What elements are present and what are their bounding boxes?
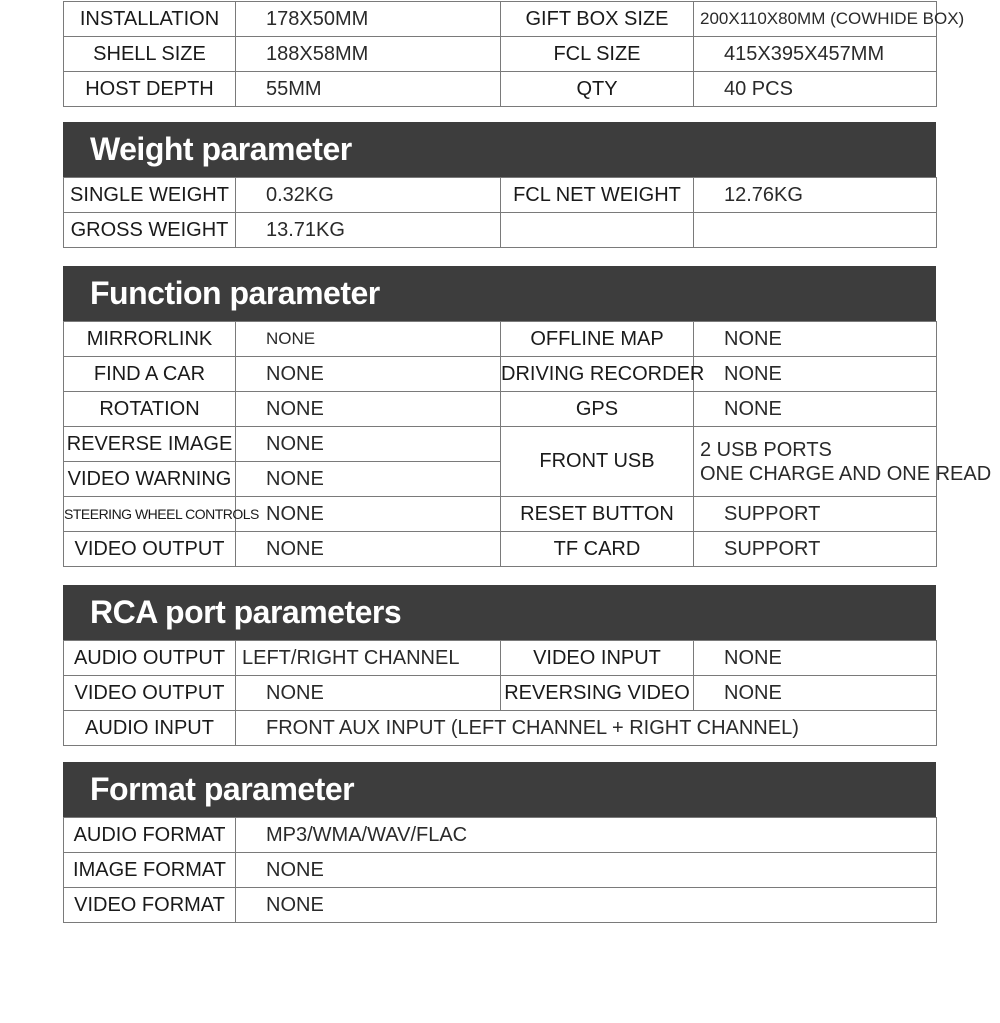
table-row bbox=[64, 427, 937, 462]
front-usb-value-line2: ONE CHARGE AND ONE READ bbox=[700, 462, 992, 485]
single-weight-value: 0.32KG bbox=[236, 178, 501, 213]
audio-format-label: AUDIO FORMAT bbox=[64, 818, 236, 853]
fcl-label: FCL SIZE bbox=[501, 37, 694, 72]
fcl-net-weight-value: 12.76KG bbox=[694, 178, 937, 213]
rotation-value: NONE bbox=[236, 392, 501, 427]
front-usb-label: FRONT USB bbox=[501, 427, 694, 497]
steering-value: NONE bbox=[236, 497, 501, 532]
rca-video-input-value: NONE bbox=[694, 641, 937, 676]
reverse-image-label: REVERSE IMAGE bbox=[64, 427, 236, 462]
installation-label: INSTALLATION bbox=[64, 2, 236, 37]
table-row bbox=[64, 853, 937, 888]
offline-map-value: NONE bbox=[694, 322, 937, 357]
table-row bbox=[64, 497, 937, 532]
table-row bbox=[64, 213, 937, 248]
table-row bbox=[64, 2, 937, 37]
video-warning-label: VIDEO WARNING bbox=[64, 462, 236, 497]
rca-table bbox=[63, 640, 937, 746]
single-weight-label: SINGLE WEIGHT bbox=[64, 178, 236, 213]
video-format-value: NONE bbox=[236, 888, 937, 923]
driving-recorder-label: DRIVING RECORDER bbox=[501, 357, 694, 392]
front-usb-value bbox=[694, 427, 992, 497]
qty-label: QTY bbox=[501, 72, 694, 107]
gps-value: NONE bbox=[694, 392, 937, 427]
rca-audio-output-label: AUDIO OUTPUT bbox=[64, 641, 236, 676]
image-format-value: NONE bbox=[236, 853, 937, 888]
shell-value: 188X58MM bbox=[236, 37, 501, 72]
audio-format-value: MP3/WMA/WAV/FLAC bbox=[236, 818, 937, 853]
table-row bbox=[64, 532, 937, 567]
rotation-label: ROTATION bbox=[64, 392, 236, 427]
empty-cell bbox=[694, 213, 937, 248]
table-row bbox=[64, 818, 937, 853]
fcl-value: 415X395X457MM bbox=[694, 37, 937, 72]
tf-card-label: TF CARD bbox=[501, 532, 694, 567]
rca-video-output-label: VIDEO OUTPUT bbox=[64, 676, 236, 711]
giftbox-value: 200X110X80MM (COWHIDE BOX) bbox=[694, 2, 937, 37]
fcl-net-weight-label: FCL NET WEIGHT bbox=[501, 178, 694, 213]
weight-header: Weight parameter bbox=[63, 122, 936, 177]
rca-video-output-value: NONE bbox=[236, 676, 501, 711]
depth-value: 55MM bbox=[236, 72, 501, 107]
format-header: Format parameter bbox=[63, 762, 936, 817]
giftbox-label: GIFT BOX SIZE bbox=[501, 2, 694, 37]
reverse-image-value: NONE bbox=[236, 427, 501, 462]
rca-reversing-video-label: REVERSING VIDEO bbox=[501, 676, 694, 711]
video-output-value: NONE bbox=[236, 532, 501, 567]
rca-reversing-video-value: NONE bbox=[694, 676, 937, 711]
qty-value: 40 PCS bbox=[694, 72, 937, 107]
table-row bbox=[64, 392, 937, 427]
function-table bbox=[63, 321, 992, 567]
reset-button-label: RESET BUTTON bbox=[501, 497, 694, 532]
function-header: Function parameter bbox=[63, 266, 936, 321]
weight-table bbox=[63, 177, 937, 248]
format-table bbox=[63, 817, 937, 923]
table-row bbox=[64, 357, 937, 392]
find-car-label: FIND A CAR bbox=[64, 357, 236, 392]
table-row bbox=[64, 711, 937, 746]
mirrorlink-value: NONE bbox=[236, 322, 501, 357]
find-car-value: NONE bbox=[236, 357, 501, 392]
installation-value: 178X50MM bbox=[236, 2, 501, 37]
table-row bbox=[64, 37, 937, 72]
steering-label: STEERING WHEEL CONTROLS bbox=[64, 497, 236, 532]
empty-cell bbox=[501, 213, 694, 248]
mirrorlink-label: MIRRORLINK bbox=[64, 322, 236, 357]
rca-audio-output-value: LEFT/RIGHT CHANNEL bbox=[236, 641, 501, 676]
gross-weight-label: GROSS WEIGHT bbox=[64, 213, 236, 248]
video-output-label: VIDEO OUTPUT bbox=[64, 532, 236, 567]
video-warning-value: NONE bbox=[236, 462, 501, 497]
rca-video-input-label: VIDEO INPUT bbox=[501, 641, 694, 676]
table-row bbox=[64, 676, 937, 711]
offline-map-label: OFFLINE MAP bbox=[501, 322, 694, 357]
rca-audio-input-value: FRONT AUX INPUT (LEFT CHANNEL + RIGHT CHANNEL) bbox=[236, 711, 937, 746]
rca-header: RCA port parameters bbox=[63, 585, 936, 640]
video-format-label: VIDEO FORMAT bbox=[64, 888, 236, 923]
image-format-label: IMAGE FORMAT bbox=[64, 853, 236, 888]
shell-label: SHELL SIZE bbox=[64, 37, 236, 72]
reset-button-value: SUPPORT bbox=[694, 497, 937, 532]
table-row bbox=[64, 178, 937, 213]
front-usb-value-line1: 2 USB PORTS bbox=[700, 438, 832, 461]
driving-recorder-value: NONE bbox=[694, 357, 937, 392]
size-table bbox=[63, 1, 965, 107]
table-row bbox=[64, 322, 937, 357]
gps-label: GPS bbox=[501, 392, 694, 427]
table-row bbox=[64, 72, 937, 107]
table-row bbox=[64, 888, 937, 923]
gross-weight-value: 13.71KG bbox=[236, 213, 501, 248]
tf-card-value: SUPPORT bbox=[694, 532, 937, 567]
table-row bbox=[64, 641, 937, 676]
rca-audio-input-label: AUDIO INPUT bbox=[64, 711, 236, 746]
depth-label: HOST DEPTH bbox=[64, 72, 236, 107]
